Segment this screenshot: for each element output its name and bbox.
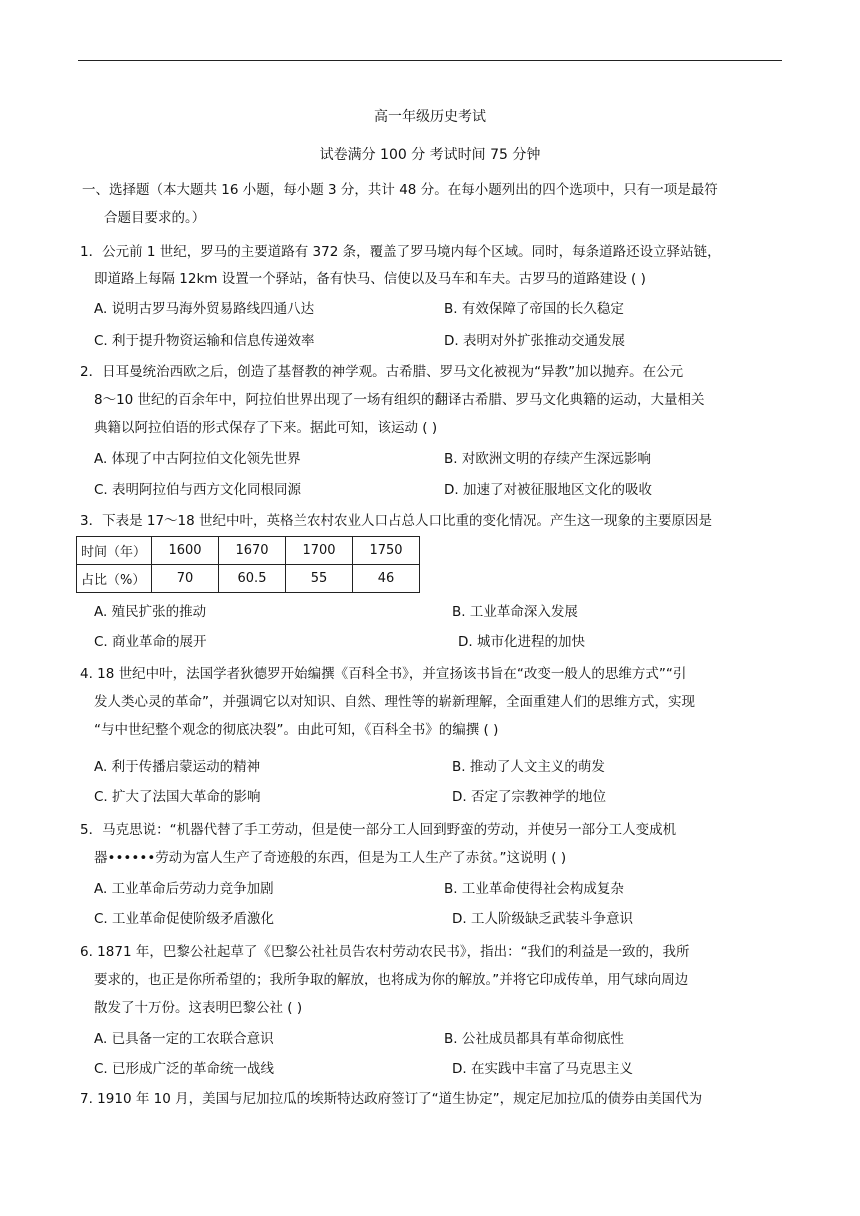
table-cell: 占比（%）: [77, 565, 152, 593]
option-d: D. 在实践中丰富了马克思主义: [452, 1061, 633, 1077]
table-row: [77, 537, 420, 565]
section-heading: 一、选择题（本大题共 16 小题，每小题 3 分，共计 48 分。在每小题列出的四个选项中，只有一项是最符: [82, 182, 718, 198]
option-b: B. 公社成员都具有革命彻底性: [444, 1031, 624, 1047]
option-a: A. 工业革命后劳动力竞争加剧: [94, 881, 274, 897]
option-c: C. 商业革命的展开: [94, 634, 207, 650]
option-b: B. 有效保障了帝国的长久稳定: [444, 301, 624, 317]
option-d: D. 表明对外扩张推动交通发展: [444, 333, 625, 349]
question-text: 器••••••劳动为富人生产了奇迹般的东西，但是为工人生产了赤贫。”这说明 ( ): [94, 850, 567, 866]
option-c: C. 扩大了法国大革命的影响: [94, 789, 261, 805]
option-d: D. 城市化进程的加快: [458, 634, 585, 650]
question-text: 发人类心灵的革命”，并强调它以对知识、自然、理性等的崭新理解，全面重建人们的思维方式，实现: [94, 694, 695, 710]
table-cell: 60.5: [219, 565, 286, 593]
table-cell: 55: [286, 565, 353, 593]
header-rule: [78, 60, 782, 61]
table-cell: 1750: [353, 537, 420, 565]
option-c: C. 表明阿拉伯与西方文化同根同源: [94, 482, 302, 498]
option-c: C. 工业革命促使阶级矛盾激化: [94, 911, 275, 927]
option-d: D. 加速了对被征服地区文化的吸收: [444, 482, 652, 498]
option-a: A. 利于传播启蒙运动的精神: [94, 759, 261, 775]
table-cell: 46: [353, 565, 420, 593]
question-text: 要求的，也正是你所希望的；我所争取的解放，也将成为你的解放。”并将它印成传单，用气球向周边: [94, 972, 689, 988]
option-d: D. 工人阶级缺乏武装斗争意识: [452, 911, 633, 927]
question-text: 散发了十万份。这表明巴黎公社 ( ): [94, 1000, 303, 1016]
option-d: D. 否定了宗教神学的地位: [452, 789, 606, 805]
question-text: 2．日耳曼统治西欧之后，创造了基督教的神学观。古希腊、罗马文化被视为“异教”加以抛弃。在公元: [80, 364, 684, 380]
question-text: 4. 18 世纪中叶，法国学者狄德罗开始编撰《百科全书》，并宣扬该书旨在“改变一般人的思维方式”“引: [80, 666, 687, 682]
table-cell: 1670: [219, 537, 286, 565]
option-b: B. 工业革命使得社会构成复杂: [444, 881, 624, 897]
option-a: A. 已具备一定的工农联合意识: [94, 1031, 274, 1047]
question-text: 5．马克思说：“机器代替了手工劳动，但是使一部分工人回到野蛮的劳动，并使另一部分工人变成机: [80, 822, 677, 838]
table-cell: 70: [152, 565, 219, 593]
option-b: B. 工业革命深入发展: [452, 604, 578, 620]
question-text: 典籍以阿拉伯语的形式保存了下来。据此可知，该运动 ( ): [94, 420, 438, 436]
question-text: 6. 1871 年，巴黎公社起草了《巴黎公社社员告农村劳动农民书》，指出：“我们的利益是一致的，我所: [80, 944, 690, 960]
table-cell: 1700: [286, 537, 353, 565]
question-text: “与中世纪整个观念的彻底决裂”。由此可知，《百科全书》的编撰 ( ): [94, 722, 499, 738]
section-heading-cont: 合题目要求的。）: [104, 210, 206, 226]
question-text: 7. 1910 年 10 月，美国与尼加拉瓜的埃斯特达政府签订了“道生协定”，规定尼加拉瓜的债券由美国代为: [80, 1091, 703, 1107]
question-text: 8～10 世纪的百余年中，阿拉伯世界出现了一场有组织的翻译古希腊、罗马文化典籍的运动，大量相关: [94, 392, 705, 408]
option-b: B. 推动了人文主义的萌发: [452, 759, 605, 775]
option-c: C. 利于提升物资运输和信息传递效率: [94, 333, 315, 349]
table-cell: 时间（年）: [77, 537, 152, 565]
option-b: B. 对欧洲文明的存续产生深远影响: [444, 451, 651, 467]
exam-subtitle: 试卷满分 100 分 考试时间 75 分钟: [319, 147, 541, 163]
table-cell: 1600: [152, 537, 219, 565]
question-text: 1．公元前 1 世纪，罗马的主要道路有 372 条，覆盖了罗马境内每个区域。同时，每条道路还设立驿站链，: [80, 244, 721, 260]
question-text: 即道路上每隔 12km 设置一个驿站，备有快马、信使以及马车和车夫。古罗马的道路建设 ( ): [94, 271, 646, 287]
exam-title: 高一年级历史考试: [374, 109, 486, 125]
table-row: [77, 565, 420, 593]
population-table: [76, 536, 420, 593]
option-c: C. 已形成广泛的革命统一战线: [94, 1061, 275, 1077]
option-a: A. 殖民扩张的推动: [94, 604, 207, 620]
question-text: 3．下表是 17～18 世纪中叶，英格兰农村农业人口占总人口比重的变化情况。产生这一现象的主要原因是: [80, 513, 713, 529]
option-a: A. 体现了中古阿拉伯文化领先世界: [94, 451, 301, 467]
option-a: A. 说明古罗马海外贸易路线四通八达: [94, 301, 315, 317]
